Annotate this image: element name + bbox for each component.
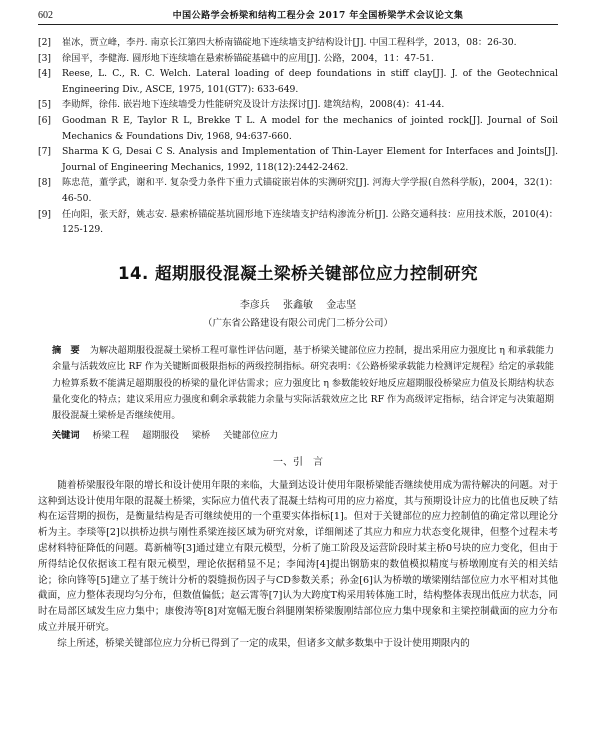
- reference-number: [4]: [38, 68, 52, 80]
- reference-item: [38, 175, 558, 206]
- keywords: [52, 427, 554, 441]
- reference-text: Sharma K G, Desai C S. Analysis and Implementation of Thin-Layer Element for Interfaces and Joints[J]. Journal of Engineering Mechanics, 1992, 118(12):2442-2462.: [62, 146, 558, 173]
- reference-text: 李勋辉，徐伟. 嵌岩地下连续墙受力性能研究及设计方法探讨[J]. 建筑结构，2008(4)：41-44.: [62, 99, 445, 111]
- reference-number: [3]: [38, 52, 52, 64]
- reference-item: [38, 207, 558, 238]
- reference-item: [38, 144, 558, 175]
- body-text: [38, 478, 558, 652]
- keyword: 超期服役: [142, 429, 179, 441]
- reference-number: [7]: [38, 146, 52, 158]
- reference-text: 崔冰，贾立峰，李丹. 南京长江第四大桥南锚碇地下连续墙支护结构设计[J]. 中国工程科学，2013，08：26-30.: [62, 37, 517, 48]
- abstract-label: 摘 要: [52, 344, 80, 356]
- running-title: 中国公路学会桥梁和结构工程分会 2017 年全国桥梁学术会议论文集: [172, 11, 464, 21]
- author-affiliation: （广东省公路建设有限公司虎门二桥分公司）: [202, 317, 393, 329]
- keyword: 关键部位应力: [223, 429, 279, 441]
- reference-item: [38, 35, 558, 51]
- reference-number: [6]: [38, 114, 52, 126]
- reference-text: 徐国平，李健海. 圆形地下连续墙在悬索桥锚碇基础中的应用[J]. 公路，2004，11：47-51.: [62, 52, 434, 64]
- reference-number: [8]: [38, 177, 52, 189]
- author-name: 张鑫敏: [283, 299, 313, 311]
- reference-item: [38, 113, 558, 144]
- reference-item: [38, 66, 558, 97]
- reference-item: [38, 97, 558, 113]
- reference-number: [5]: [38, 99, 52, 111]
- reference-number: [9]: [38, 208, 52, 220]
- author-name: 李彦兵: [239, 299, 270, 311]
- reference-text: 陈忠范，董学武，谢和平. 复杂受力条件下重力式锚碇嵌岩体的实测研究[J]. 河海大学学报(自然科学版)，2004，32(1)：46-50.: [62, 177, 558, 204]
- abstract-text: 为解决超期服役混凝土梁桥工程可靠性评估问题，基于桥梁关键部位应力控制，提出采用应力强度比 η 和承载能力余量与活载效应比 RF 作为关键断面极限指标的两级控制指标。研究表明：《公路桥梁承载能力检测评定规程》给定的承载能力检算系数不能满足超期服役的桥梁的量化评估需求；应力强度比 η 参数能较好地反应超期服役桥梁应力值及长期结构状态量化变化的特点；建议采用应力强度和剩余承载能力余量与实际活载效应之比 RF 作为高级评定指标，结合评定与决策超期服役混凝土梁桥是否继续使用。: [52, 344, 555, 422]
- article-title: 14. 超期服役混凝土梁桥关键部位应力控制研究: [118, 263, 478, 283]
- keywords-label: 关键词: [52, 429, 80, 441]
- body-paragraph: 综上所述，桥梁关键部位应力分析已得到了一定的成果，但诸多文献多数集中于设计使用期限内的: [57, 637, 470, 649]
- abstract: [52, 343, 554, 425]
- reference-text: Goodman R E, Taylor R L, Brekke T L. A model for the mechanics of jointed rock[J]. Journal of Soil Mechanics & Foundations Div, 1968, 94:637-660.: [62, 114, 558, 142]
- author-name: 金志坚: [326, 299, 357, 311]
- author-list: [38, 296, 558, 311]
- keyword: 梁桥: [191, 429, 211, 441]
- keyword: 桥梁工程: [92, 429, 130, 441]
- section-heading: 一、引 言: [273, 456, 323, 468]
- reference-list: [38, 35, 558, 238]
- reference-text: 任向阳，张天舒，姚志安. 悬索桥锚碇基坑圆形地下连续墙支护结构渗流分析[J]. 公路交通科技：应用技术版，2010(4)：125-129.: [62, 208, 558, 236]
- body-paragraph: 随着桥梁服役年限的增长和设计使用年限的来临，大量到达设计使用年限桥梁能否继续使用成为需待解决的问题。对于这种到达设计使用年限的混凝土桥梁，实际应力值代表了混凝土结构可用的应力裕度，其与预期设计应力的比值也反映了结构在运营期的损伤，是衡量结构是否可继续使用的一个重要实体指标[1]。但对于关键部位的应力控制值的确定常以理论分析为主。李琰等[2]以拱桥边拱与刚性系梁连接区域为研究对象，详细阐述了其应力和应力状态变化规律，但整个过程未考虑材料特征降低的问题。葛新楠等[3]通过建立有限元模型，分析了施工阶段及运营阶段时某主桥0号块的应力变化，但由于所得结论仅依据该工程有限元模型，理论依据稍显不足；李闻涛[4]提出钢筋束的数值模拟精度与桥墩刚度有关的相关结论；徐向锋等[5]建立了基于统计分析的裂缝损伤因子与CD参数关系；孙金[6]认为桥墩的墩梁刚结部位应力水平相对其他截面，应力整体表现均匀分布，但数值偏低；赵云霄等[7]认为大跨度T构采用转体施工时，结构整体表现出低应力状态，同时在局部区域发生应力集中；康俊涛等[8]对宽幅无腹台斜腿刚架桥梁腹刚结部位应力集中现象和主梁控制截面的应力分布成立并展开研究。: [38, 479, 558, 633]
- reference-item: [38, 51, 558, 67]
- page-number: 602: [38, 10, 53, 21]
- reference-text: Reese, L. C., R. C. Welch. Lateral loading of deep foundations in stiff clay[J]. J. of the Geotechnical Engineering Div., ASCE, 1975, 101(GT7): 633-649.: [62, 68, 558, 95]
- reference-number: [2]: [38, 37, 52, 48]
- running-header: [38, 8, 558, 25]
